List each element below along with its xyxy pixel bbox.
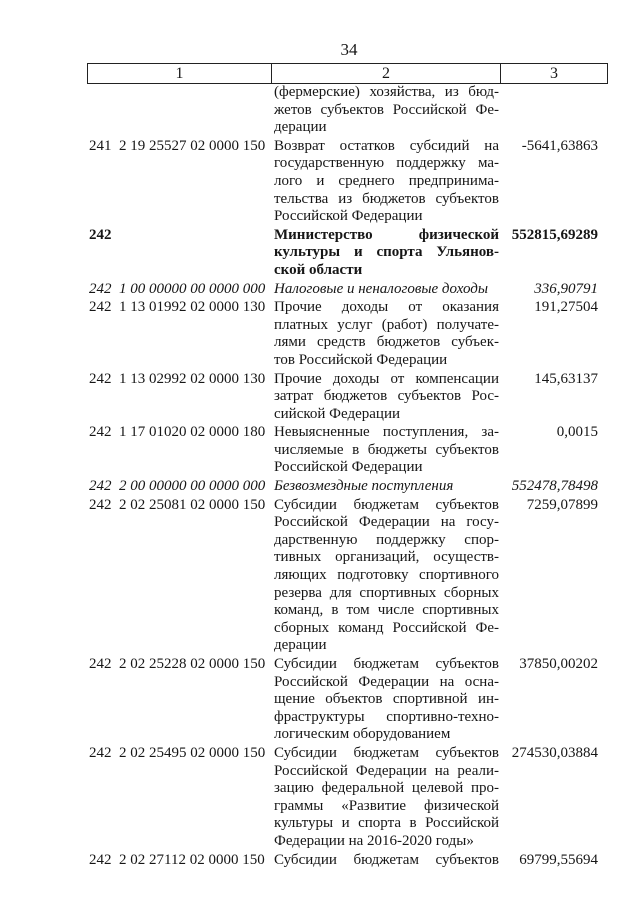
table-row <box>89 227 604 280</box>
classification-code: 242 1 13 01992 02 0000 130 <box>89 299 266 316</box>
classification-code: 241 2 19 25527 02 0000 150 <box>89 137 266 154</box>
description-line: Прочие доходы от компенсации <box>274 370 499 387</box>
description-line: зацию федеральной целевой про- <box>274 780 499 797</box>
description-line: Федерации на 2016-2020 годы» <box>274 832 474 849</box>
income-description <box>274 281 499 299</box>
description-line: резерва для спортивных сборных <box>274 584 499 601</box>
description-line: Возврат остатков субсидий на <box>274 137 499 154</box>
classification-code: 242 2 02 25495 02 0000 150 <box>89 744 266 761</box>
header-col-1: 1 <box>88 64 272 83</box>
description-line: Невыясненные поступления, за- <box>274 424 499 441</box>
description-line: культуры и спорта в Российской <box>274 815 499 832</box>
description-line: Российской Федерации <box>274 459 423 476</box>
description-line: культуры и спорта Ульянов- <box>274 244 499 261</box>
table-header <box>87 63 608 84</box>
description-line: сборных команд Российской Фе- <box>274 619 499 636</box>
amount-value: 69799,55694 <box>519 851 598 868</box>
description-line: дарственную поддержку спор- <box>274 531 499 548</box>
income-description <box>274 852 499 870</box>
description-line: команд, в том числе спортивных <box>274 602 499 619</box>
classification-code: 242 <box>89 226 112 243</box>
amount-value: 552815,69289 <box>511 226 598 243</box>
description-line: Российской Федерации на госу- <box>274 514 499 531</box>
amount-value: 552478,78498 <box>511 478 598 495</box>
description-line: дерации <box>274 637 327 654</box>
description-line: Прочие доходы от оказания <box>274 299 499 316</box>
income-description <box>274 299 499 369</box>
income-description <box>274 745 499 851</box>
table-row <box>89 478 604 496</box>
description-line: тивных организаций, осуществ- <box>274 549 499 566</box>
description-line: граммы «Развитие физической <box>274 797 499 814</box>
table-body <box>89 84 604 869</box>
amount-value: 336,90791 <box>534 280 598 297</box>
table-row <box>89 371 604 424</box>
classification-code: 242 1 13 02992 02 0000 130 <box>89 370 266 387</box>
income-description <box>274 424 499 477</box>
classification-code: 242 1 17 01020 02 0000 180 <box>89 424 266 441</box>
income-description <box>274 227 499 280</box>
description-line: логическим оборудованием <box>274 726 451 743</box>
description-line: лого и среднего предпринима- <box>274 172 499 189</box>
income-description <box>274 84 499 137</box>
classification-code: 242 2 00 00000 00 0000 000 <box>89 478 266 495</box>
description-line: лями средств бюджетов субъек- <box>274 334 499 351</box>
amount-value: 274530,03884 <box>511 744 598 761</box>
classification-code: 242 1 00 00000 00 0000 000 <box>89 280 266 297</box>
description-line: Налоговые и неналоговые доходы <box>274 280 489 297</box>
page-number: 34 <box>340 40 358 59</box>
table-row <box>89 656 604 744</box>
description-line: дерации <box>274 119 327 136</box>
income-description <box>274 656 499 744</box>
description-line: жетов субъектов Российской Фе- <box>274 101 499 118</box>
description-line: ской области <box>274 261 363 278</box>
amount-value: 191,27504 <box>534 299 598 316</box>
table-row <box>89 497 604 655</box>
description-line: Российской Федерации <box>274 208 423 225</box>
table-row <box>89 281 604 299</box>
description-line: числяемые в бюджеты субъектов <box>274 441 499 458</box>
description-line: ляющих подготовку спортивного <box>274 567 499 584</box>
header-col-2: 2 <box>272 64 501 83</box>
description-line: (фермерские) хозяйства, из бюд- <box>274 84 499 100</box>
header-col-3: 3 <box>550 65 558 82</box>
description-line: Субсидии бюджетам субъектов <box>274 851 499 868</box>
description-line: затрат бюджетов субъектов Рос- <box>274 388 499 405</box>
description-line: Субсидии бюджетам субъектов <box>274 496 499 513</box>
description-line: щение объектов спортивной ин- <box>274 691 499 708</box>
description-line: фраструктуры спортивно-техно- <box>274 708 499 725</box>
amount-value: -5641,63863 <box>521 137 598 154</box>
description-line: платных услуг (работ) получате- <box>274 316 499 333</box>
table-row <box>89 138 604 226</box>
description-line: тов Российской Федерации <box>274 351 448 368</box>
classification-code: 242 2 02 27112 02 0000 150 <box>89 851 265 868</box>
amount-value: 145,63137 <box>534 370 598 387</box>
description-line: государственную поддержку ма- <box>274 155 499 172</box>
table-row <box>89 424 604 477</box>
description-line: Субсидии бюджетам субъектов <box>274 656 499 672</box>
amount-value: 37850,00202 <box>519 656 598 672</box>
table-row <box>89 745 604 851</box>
income-description <box>274 478 499 496</box>
classification-code: 242 2 02 25228 02 0000 150 <box>89 656 266 672</box>
table-row <box>89 84 604 137</box>
description-line: сийской Федерации <box>274 405 401 422</box>
amount-value: 0,0015 <box>556 424 598 441</box>
description-line: Российской Федерации на реали- <box>274 762 499 779</box>
table-row <box>89 852 604 870</box>
description-line: тельства из бюджетов субъектов <box>274 190 499 207</box>
income-description <box>274 371 499 424</box>
description-line: Российской Федерации на осна- <box>274 673 499 690</box>
income-description <box>274 138 499 226</box>
income-description <box>274 497 499 655</box>
description-line: Министерство физической <box>274 226 499 243</box>
description-line: Субсидии бюджетам субъектов <box>274 744 499 761</box>
amount-value: 7259,07899 <box>526 496 598 513</box>
description-line: Безвозмездные поступления <box>274 478 454 495</box>
classification-code: 242 2 02 25081 02 0000 150 <box>89 496 266 513</box>
table-row <box>89 299 604 369</box>
